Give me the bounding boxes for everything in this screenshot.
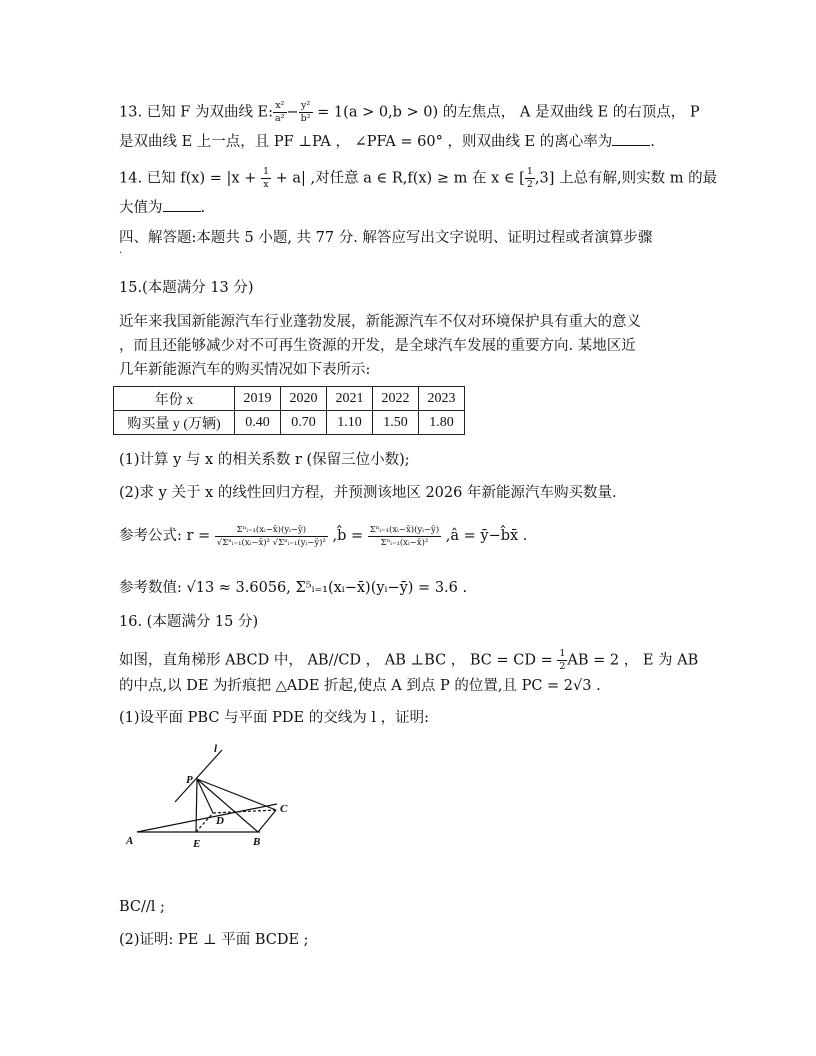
table-cell: 2020: [281, 387, 327, 411]
section4-heading: 四、解答题:本题共 5 小题, 共 77 分. 解答应写出文字说明、证明过程或者演算步骤: [119, 230, 653, 246]
table-header-year: 年份 x: [114, 387, 235, 411]
section4-trailing: .: [119, 245, 123, 256]
q13-minus: −: [286, 104, 299, 121]
table-cell: 2023: [419, 387, 465, 411]
q15-intro-1: 近年来我国新能源汽车行业蓬勃发展，新能源汽车不仅对环境保护具有重大的意义: [119, 314, 641, 330]
q13-answer-blank[interactable]: [612, 131, 650, 146]
q15-formula: 参考公式: r = $\frac{\text{Σⁿᵢ₌₁(xᵢ−x̄)(yᵢ−ȳ)}}{\text{√Σⁿᵢ₌₁(xᵢ−x̄)² √Σⁿᵢ₌₁(yᵢ−ȳ)²}}$ ,b̂ = $\frac{\text{Σⁿᵢ₌₁(xᵢ−x̄)(yᵢ−ȳ)}}{\text{Σⁿᵢ₌₁(xᵢ−x̄)²}}$ ,â = ȳ−b̂x̄ .: [119, 524, 528, 548]
q13-frac-x: $\frac{\text{x²}}{\text{a²}}$: [275, 100, 285, 124]
label-l: l: [214, 743, 218, 755]
q13-line2: 是双曲线 E 上一点，且 PF ⊥PA ， ∠PFA = 60° ，则双曲线 E 的离心率为 .: [119, 130, 699, 155]
segment-AC: [137, 804, 277, 832]
label-B: B: [253, 836, 261, 848]
q13-text-a: 13. 已知 F 为双曲线 E:: [119, 104, 274, 121]
q16-bc-parallel-l: BC//l ;: [119, 899, 165, 915]
q13-line1: [119, 100, 699, 126]
r-formula-frac: $\frac{\text{Σⁿᵢ₌₁(xᵢ−x̄)(yᵢ−ȳ)}}{\text{√Σⁿᵢ₌₁(xᵢ−x̄)² √Σⁿᵢ₌₁(yᵢ−ȳ)²}}$: [216, 524, 326, 548]
q15-part2: (2)求 y 关于 x 的线性回归方程，并预测该地区 2026 年新能源汽车购买数量.: [119, 485, 617, 501]
table-cell: 0.70: [281, 411, 327, 435]
segment-BC: [258, 810, 276, 832]
q14-answer-blank[interactable]: [163, 197, 201, 212]
q14-line1: 14. 已知 f(x) = |x + $\frac{1}{x}$ + a| ,对任意 a ∈ R,f(x) ≥ m 在 x ∈ [ $\frac{1}{2}$ ,3] 上总有解,则实数 m 的最: [119, 166, 718, 190]
figure-lines: [137, 750, 277, 832]
q13-text-c: 是双曲线 E 上一点，且 PF ⊥PA ， ∠PFA = 60° ，则双曲线 E 的离心率为: [119, 134, 613, 150]
q16-part1: (1)设平面 PBC 与平面 PDE 的交线为 l ，证明:: [119, 710, 429, 726]
q15-part1: (1)计算 y 与 x 的相关系数 r (保留三位小数);: [119, 452, 410, 468]
q15-data-table: [113, 386, 465, 435]
q16-frac-half: $\frac{1}{2}$: [559, 648, 566, 672]
q15-header: 15.(本题满分 13 分): [119, 280, 254, 296]
q13-frac-y: $\frac{\text{y²}}{\text{b²}}$: [300, 100, 311, 124]
q15-intro-2: ，而且还能够减少对不可再生资源的开发，是全球汽车发展的重要方向. 某地区近: [119, 338, 636, 354]
q14-frac-1x: $\frac{1}{x}$: [262, 166, 269, 190]
table-cell: 1.50: [373, 411, 419, 435]
q13-text-b: = 1(a > 0,b > 0) 的左焦点， A 是双曲线 E 的右顶点， P: [312, 104, 700, 121]
label-A: A: [126, 835, 134, 847]
table-cell: 2019: [235, 387, 281, 411]
table-cell: 2022: [373, 387, 419, 411]
q15-intro-3: 几年新能源汽车的购买情况如下表所示:: [119, 362, 371, 378]
figure-point-labels: [125, 743, 288, 850]
geometry-figure: [118, 742, 308, 854]
table-header-purchase: 购买量 y (万辆): [114, 411, 235, 435]
table-row: [114, 411, 465, 435]
q16-intro-1: 如图，直角梯形 ABCD 中， AB//CD ， AB ⊥BC ， BC = CD = $\frac{1}{2}$ AB = 2 ， E 为 AB: [119, 648, 699, 672]
table-row: [114, 387, 465, 411]
label-E: E: [193, 838, 201, 850]
label-D: D: [216, 815, 224, 827]
table-cell: 1.80: [419, 411, 465, 435]
q14-line2: 大值为 .: [119, 196, 699, 221]
q14-frac-half: $\frac{1}{2}$: [526, 166, 533, 190]
b-formula-frac: $\frac{\text{Σⁿᵢ₌₁(xᵢ−x̄)(yᵢ−ȳ)}}{\text{Σⁿᵢ₌₁(xᵢ−x̄)²}}$: [369, 524, 440, 548]
q15-ref-values: 参考数值: √13 ≈ 3.6056, Σ⁵ᵢ₌₁(xᵢ−x̄)(yᵢ−ȳ) = 3.6 .: [119, 580, 468, 596]
table-cell: 0.40: [235, 411, 281, 435]
table-cell: 2021: [327, 387, 373, 411]
q16-intro-2: 的中点,以 DE 为折痕把 △ADE 折起,使点 A 到点 P 的位置,且 PC = 2√3 .: [119, 678, 601, 694]
label-P: P: [186, 774, 193, 786]
segment-PB: [197, 779, 258, 832]
segment-PE: [196, 779, 197, 832]
label-C: C: [280, 803, 288, 815]
segment-ED: [196, 813, 213, 832]
q16-part2: (2)证明: PE ⊥ 平面 BCDE ;: [119, 932, 309, 948]
table-cell: 1.10: [327, 411, 373, 435]
q16-header: 16. (本题满分 15 分): [119, 614, 259, 630]
